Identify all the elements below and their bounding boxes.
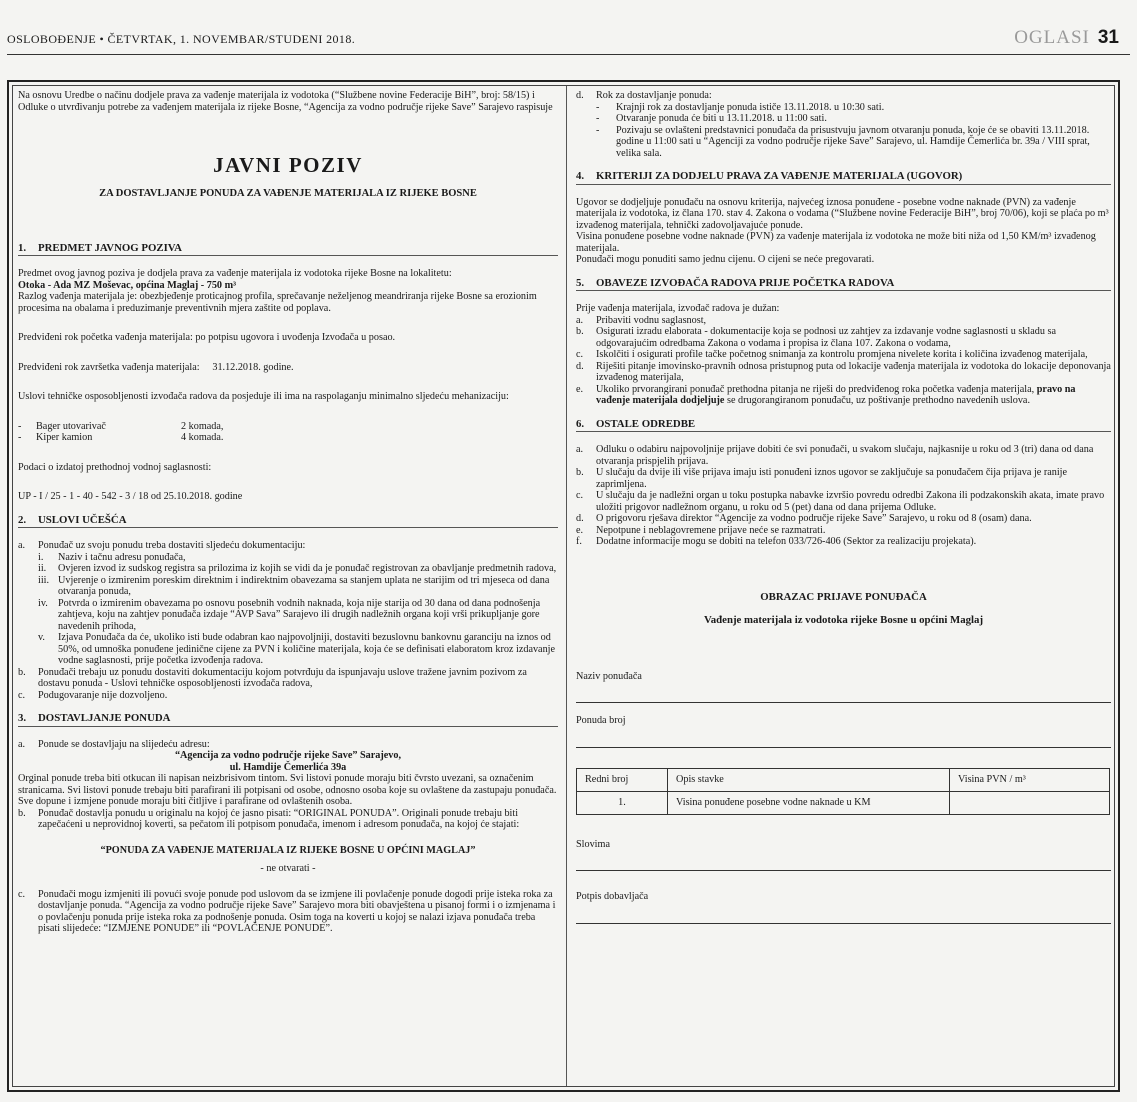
field-label-offer-number: Ponuda broj: [576, 715, 626, 726]
table-cell: 1.: [577, 791, 668, 814]
s6-item: e. Nepotpune i neblagovremene prijave neće se razmatrati.: [576, 524, 826, 536]
s3-p1: Orginal ponude treba biti otkucan ili napisan neizbrisivom tintom. Svi listovi ponude moraju biti čvrsto uvezani, sa označenim stranicama. Svi listovi ponude trebaju biti parafirani ili potpisani od osobe, odnosno osoba koje su ovlaštene da zastupaju ponuđača. Sve dopune i izmjene ponude moraju biti čitljive i parafirane od ovlaštenih osoba.: [18, 773, 557, 807]
section-6-heading: 6. OSTALE ODREDBE: [576, 419, 1111, 433]
header-rule: [7, 54, 1130, 55]
s6-item: d. O prigovoru rješava direktor “Agencije za vodno područje rijeke Save” Sarajevo, u roku od 8 (osam) dana.: [576, 513, 1032, 524]
intro-paragraph: Na osnovu Uredbe o načinu dodjele prava za vađenje materijala iz vodotoka (“Službene novine Federacije BiH”, broj: 58/15) i Odluke o utvrđivanju potrebe za vađenjem materijala iz rijeke Bosne, “Agencija za vodno područje rijeke Save” Sarajevo raspisuje: [18, 90, 553, 113]
page-number: 31: [1097, 27, 1119, 48]
s3-item-b: b. Ponuđač dostavlja ponudu u originalu na kojoj će jasno pisati: “ORIGINAL PONUDA”. Originali ponude trebaju biti zapečaćeni u neprovidnoj koverti, sa pečatom ili potpisom ponuđača, imenom i adresom ponuđača, na kojoj će stajati:: [18, 807, 520, 830]
s3-do-not-open: - ne otvarati -: [260, 863, 316, 874]
s5-item: a. Pribaviti vodnu saglasnost,: [576, 314, 707, 326]
s4-p3: Ponuđači mogu ponuditi samo jednu cijenu. O cijeni se neće pregovarati.: [576, 254, 875, 265]
s3-address-line-1: “Agencija za vodno područje rijeke Save” Sarajevo,: [174, 750, 402, 761]
s3-d-subitem: - Otvaranje ponuda će biti u 13.11.2018. u 11:00 sati.: [596, 113, 827, 124]
signature-field[interactable]: [576, 903, 1111, 924]
s5-item-e: e. Ukoliko prvorangirani ponuđač prethodna pitanja ne riješi do predviđenog roka početka vađenja materijala, pravo na vađenje materijala dodjeljuje se drugorangiranom ponuđaču, uz poštivanje prethodno navedenih uslova.: [576, 383, 1076, 406]
s6-item: b. U slučaju da dvije ili više prijava imaju isti ponuđeni iznos ugovor se zaključuje sa ponuđačem čija prijava je ranije zaprimljena.: [576, 467, 1068, 490]
s2-item-b: b. Ponuđači trebaju uz ponudu dostaviti dokumentaciju kojom potvrđuju da ispunjavaju uslove tražene javnim pozivom za dostavu ponuda - Uslovi tehničke osposobljenosti izvođača radova,: [18, 666, 527, 689]
s3-d-subitem: - Pozivaju se ovlašteni predstavnici ponuđača da prisustvuju javnom otvaranju ponuda, koje će se obaviti 13.11.2018. godine u 11:00 sati u “Agenciji za vodno područje rijeke Save” Sarajevo, ul. Hamdije Čemerlića br. 39a / VIII sprat, velika sala.: [596, 124, 1090, 159]
s5-item: c. Iskolčiti i osigurati profile tačke početnog snimanja za kontrolu promjena nivelete korita i količina izvađenog materijala,: [576, 349, 1088, 360]
s2-subitem: iv. Potvrda o izmirenim obavezama po osnovu posebnih vodnih naknada, koja nije starija od 30 dana od dana podnošenja zahtjeva, koju na zahtjev ponuđača izdaje “AVP Sava” Sarajevo ili drugih nadležnih organa koji vrši prikupljanje gore navedenih prihoda,: [38, 597, 541, 632]
form-title: OBRAZAC PRIJAVE PONUĐAČA: [760, 590, 927, 603]
s2-subitem: iii. Uvjerenje o izmirenim poreskim direktnim i indirektnim obavezama sa stanjem uplata ne starijim od tri mjeseca od dana otvaranja ponuda,: [38, 574, 550, 597]
s3-item-d: d. Rok za dostavljanje ponuda:: [576, 90, 712, 101]
field-label-in-words: Slovima: [576, 838, 610, 850]
s5-item: d. Riješiti pitanje imovinsko-pravnih odnosa pristupnog puta od lokacije vađenja materijala iz vodotoka do lokacije deponovanja izvađenog materijala,: [576, 360, 1111, 383]
machine-row: - Kiper kamion 4 komada.: [18, 432, 224, 443]
s1-p4: Predviđeni rok završetka vađenja materijala: 31.12.2018. godine.: [18, 361, 294, 373]
section-name: OGLASI: [1014, 27, 1090, 48]
s1-location: Otoka - Ada MZ Moševac, općina Maglaj - 750 m³: [18, 279, 237, 291]
table-header: Redni broj: [577, 768, 668, 791]
machine-row: - Bager utovarivač 2 komada,: [18, 420, 224, 432]
section-3-heading: 3. DOSTAVLJANJE PONUDA: [18, 713, 558, 727]
s2-subitem: v. Izjava Ponuđača da će, ukoliko isti bude odabran kao najpovoljniji, dostaviti bezuslovnu bankovnu garanciju na iznos od 50%, od umnoška ponuđene jedinične cijene za PVN i količine materijala, koja će se definisati elaboratom kroz izdavanje vodne saglasnosti, prije početka izvođenja radova.: [38, 632, 556, 666]
s1-p6: Podaci o izdatoj prethodnoj vodnoj saglasnosti:: [18, 461, 212, 473]
field-label-bidder-name: Naziv ponuđača: [576, 670, 642, 682]
table-header: Opis stavke: [668, 768, 950, 791]
bidder-name-field[interactable]: [576, 682, 1111, 703]
column-divider: [566, 86, 567, 1086]
table-header-row: [577, 768, 1110, 791]
header-section: [1014, 27, 1119, 49]
s3-d-subitem: - Krajnji rok za dostavljanje ponuda ističe 13.11.2018. u 10:30 sati.: [596, 101, 885, 113]
section-4-heading: 4. KRITERIJI ZA DODJELU PRAVA ZA VAĐENJE MATERIJALA (UGOVOR): [576, 171, 1111, 185]
s3-item-a: a. Ponude se dostavljaju na slijedeću adresu:: [18, 738, 210, 750]
announcement-box: [7, 80, 1120, 1092]
s6-item: f. Dodatne informacije mogu se dobiti na telefon 033/726-406 (Sektor za realizaciju projekata).: [576, 536, 977, 547]
page-subtitle: ZA DOSTAVLJANJE PONUDA ZA VAĐENJE MATERIJALA IZ RIJEKE BOSNE: [99, 188, 477, 199]
s4-p2: Visina ponuđene posebne vodne naknade (PVN) za vađenje materijala iz vodotoka ne može biti niža od 1,50 KM/m³ izvađenog materijala.: [576, 231, 1096, 254]
s6-item: a. Odluku o odabiru najpovoljnije prijave dobiti će svi ponuđači, u svakom slučaju, najkasnije u roku od 3 (tri) dana od dana otvaranja prispjelih prijava.: [576, 444, 1094, 467]
s1-p3: Predviđeni rok početka vađenja materijala: po potpisu ugovora i uvođenja Izvođača u posao.: [18, 332, 396, 343]
section-1-heading: 1. PREDMET JAVNOG POZIVA: [18, 243, 558, 257]
s1-p2: Razlog vađenja materijala je: obezbjeđenje proticajnog profila, sprečavanje neželjenog meandriranja rijeke Bosne sa erozionim procesima na obalama i preduzimanje preventivnih mjera zaštite od poplava.: [18, 291, 537, 314]
section-2-heading: 2. USLOVI UČEŠĆA: [18, 515, 558, 529]
offer-number-field[interactable]: [576, 727, 1111, 748]
newspaper-header: [0, 0, 1137, 60]
field-label-signature: Potpis dobavljača: [576, 891, 649, 902]
s3-item-c: c. Ponuđači mogu izmjeniti ili povući svoje ponude pod uslovom da se izmjene ili povlačenje ponude dogodi prije isteka roka za dostavljanje ponuda. “Agencija za vodno područje rijeke Save” Sarajevo mora biti obavještena u pisanoj formi i o izmjenama i o povlačenju ponuda prije isteka roka za podnošenje ponuda. Osim toga na koverti u kojoj se nalazi izjava ponuđača treba pisati slijedeće: “IZMJENE PONUDE” ili “POVLAČENJE PONUDE”.: [18, 888, 556, 934]
s2-subitem: ii. Ovjeren izvod iz sudskog registra sa prilozima iz kojih se vidi da je ponuđač registrovan za obavljanje predmetnih radova,: [38, 563, 557, 574]
s6-item: c. U slučaju da je nadležni organ u toku postupka nabavke izvršio povredu odredbi Zakona ili podzakonskih akata, imate pravo uložiti prigovor nadležnom organu, u roku od 5 (pet) dana od dana prijema Odluke.: [576, 490, 1105, 513]
header-dateline: OSLOBOĐENJE • ČETVRTAK, 1. NOVEMBAR/STUDENI 2018.: [7, 32, 356, 46]
s1-p1: Predmet ovog javnog poziva je dodjela prava za vađenje materijala iz vodotoka rijeke Bosne na lokalitetu:: [18, 268, 452, 279]
s2-subitem: i. Naziv i tačnu adresu ponuđača,: [38, 551, 186, 563]
page-title: JAVNI POZIV: [213, 153, 363, 177]
offer-table: [576, 768, 1110, 815]
s1-p5: Uslovi tehničke osposobljenosti izvođača radova da posjeduje ili ima na raspolaganju minimalno sljedeću mehanizaciju:: [18, 391, 509, 402]
s3-address-line-2: ul. Hamdije Čemerlića 39a: [229, 761, 347, 773]
form-subtitle: Vađenje materijala iz vodotoka rijeke Bosne u općini Maglaj: [703, 614, 984, 626]
s4-p1: Ugovor se dodjeljuje ponuđaču na osnovu kriterija, najvećeg iznosa ponuđene - posebne vodne naknade (PVN) za vađenje materijala iz vodotoka, iz člana 170. stav 4. Zakona o vodama (“Službene novine Federacije BiH”, broj 70/06), koji se plaća po m³ izvađenog materijala, tehnički zadovoljavajuće ponude.: [576, 196, 1109, 231]
s5-item: b. Osigurati izradu elaborata - dokumentacije koja se podnosi uz zahtjev za izdavanje vodne saglasnosti u skladu sa odgovarajućim odredbama Zakona o vodama i propisa iz člana 107. Zakona o vodama,: [576, 326, 1056, 349]
s1-p7: UP - I / 25 - 1 - 40 - 542 - 3 / 18 od 25.10.2018. godine: [18, 491, 243, 502]
right-column: [576, 90, 1111, 924]
s2-item-a: a. Ponuđač uz svoju ponudu treba dostaviti sljedeću dokumentaciju:: [18, 540, 306, 551]
pvn-value-cell[interactable]: [950, 791, 1110, 814]
table-row: [577, 791, 1110, 814]
s5-intro: Prije vađenja materijala, izvođač radova je dužan:: [576, 303, 780, 314]
left-column: [18, 90, 558, 935]
table-header: Visina PVN / m³: [950, 768, 1110, 791]
s3-envelope-text: “PONUDA ZA VAĐENJE MATERIJALA IZ RIJEKE BOSNE U OPĆINI MAGLAJ”: [100, 844, 476, 856]
amount-in-words-field[interactable]: [576, 850, 1111, 871]
table-cell: Visina ponuđene posebne vodne naknade u KM: [668, 791, 950, 814]
section-5-heading: 5. OBAVEZE IZVOĐAČA RADOVA PRIJE POČETKA RADOVA: [576, 278, 1111, 292]
s2-item-c: c. Podugovaranje nije dozvoljeno.: [18, 689, 168, 701]
